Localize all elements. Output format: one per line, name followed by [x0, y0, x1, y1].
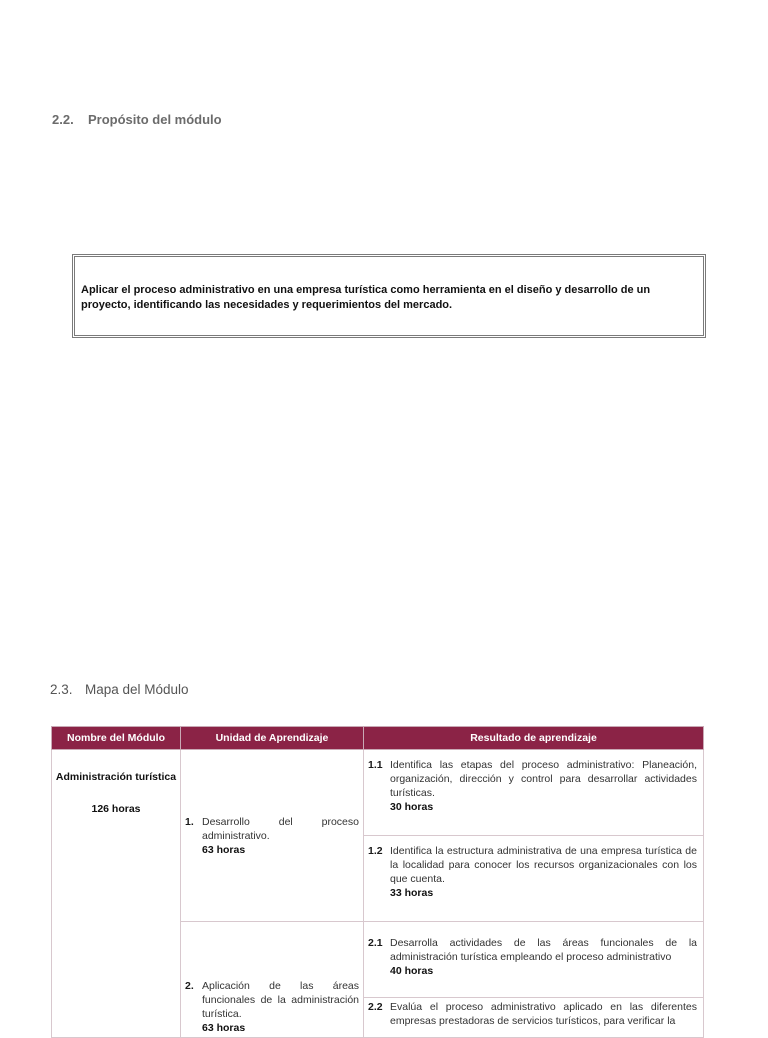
module-hours: 126 horas — [91, 803, 141, 815]
result-cell — [364, 998, 704, 1038]
module-name: Administración turística — [55, 771, 177, 783]
header-learning-result: Resultado de aprendizaje — [364, 727, 704, 750]
result-item — [364, 922, 703, 984]
unit-item — [181, 815, 363, 857]
result-number: 1.1 — [368, 759, 383, 771]
unit-hours: 63 horas — [202, 1022, 246, 1034]
module-cell — [52, 750, 181, 1038]
unit-number: 2. — [185, 980, 194, 992]
result-text: Evalúa el proceso administrativo aplicado en las diferentes empresas prestadoras de servicios turísticos, para verificar la — [390, 1001, 697, 1027]
header-module-name: Nombre del Módulo — [52, 727, 181, 750]
purpose-text: Aplicar el proceso administrativo en una empresa turística como herramienta en el diseño y desarrollo de un proyecto, identificando las necesidades y requerimientos del mercado. — [81, 284, 651, 311]
result-text: Desarrolla actividades de las áreas funcionales de la administración turística empleando el proceso administrativo — [390, 937, 697, 963]
table-header-row — [52, 727, 704, 750]
section-title: Propósito del módulo — [88, 112, 222, 127]
header-learning-unit: Unidad de Aprendizaje — [181, 727, 364, 750]
result-text: Identifica la estructura administrativa de una empresa turística de la localidad para conocer los recursos organizacionales con los que cuenta. — [390, 845, 697, 885]
result-item — [364, 836, 703, 906]
section-number: 2.3. — [50, 682, 73, 697]
section-title: Mapa del Módulo — [85, 682, 189, 697]
result-hours: 30 horas — [390, 801, 434, 813]
unit-text: Aplicación de las áreas funcionales de la administración turística. — [202, 980, 359, 1020]
table-row — [52, 750, 704, 836]
result-cell — [364, 922, 704, 998]
result-item — [364, 998, 703, 1034]
purpose-box — [72, 254, 706, 338]
result-hours: 40 horas — [390, 965, 434, 977]
result-number: 1.2 — [368, 845, 383, 857]
result-text: Identifica las etapas del proceso administrativo: Planeación, organización, dirección y control para desarrollar actividades turísticas. — [390, 759, 697, 799]
unit-cell — [181, 750, 364, 922]
unit-number: 1. — [185, 815, 194, 828]
section-heading-purpose — [52, 112, 222, 127]
result-cell — [364, 836, 704, 922]
result-hours: 33 horas — [390, 887, 434, 899]
unit-item — [181, 979, 363, 1037]
unit-text: Desarrollo del proceso administrativo. — [202, 815, 359, 842]
result-item — [364, 750, 703, 820]
unit-cell — [181, 922, 364, 1038]
result-number: 2.2 — [368, 1001, 383, 1013]
result-number: 2.1 — [368, 937, 383, 949]
section-number: 2.2. — [52, 112, 74, 127]
section-heading-map — [50, 682, 189, 697]
result-cell — [364, 750, 704, 836]
module-map-table — [51, 726, 704, 1038]
unit-hours: 63 horas — [202, 843, 246, 856]
